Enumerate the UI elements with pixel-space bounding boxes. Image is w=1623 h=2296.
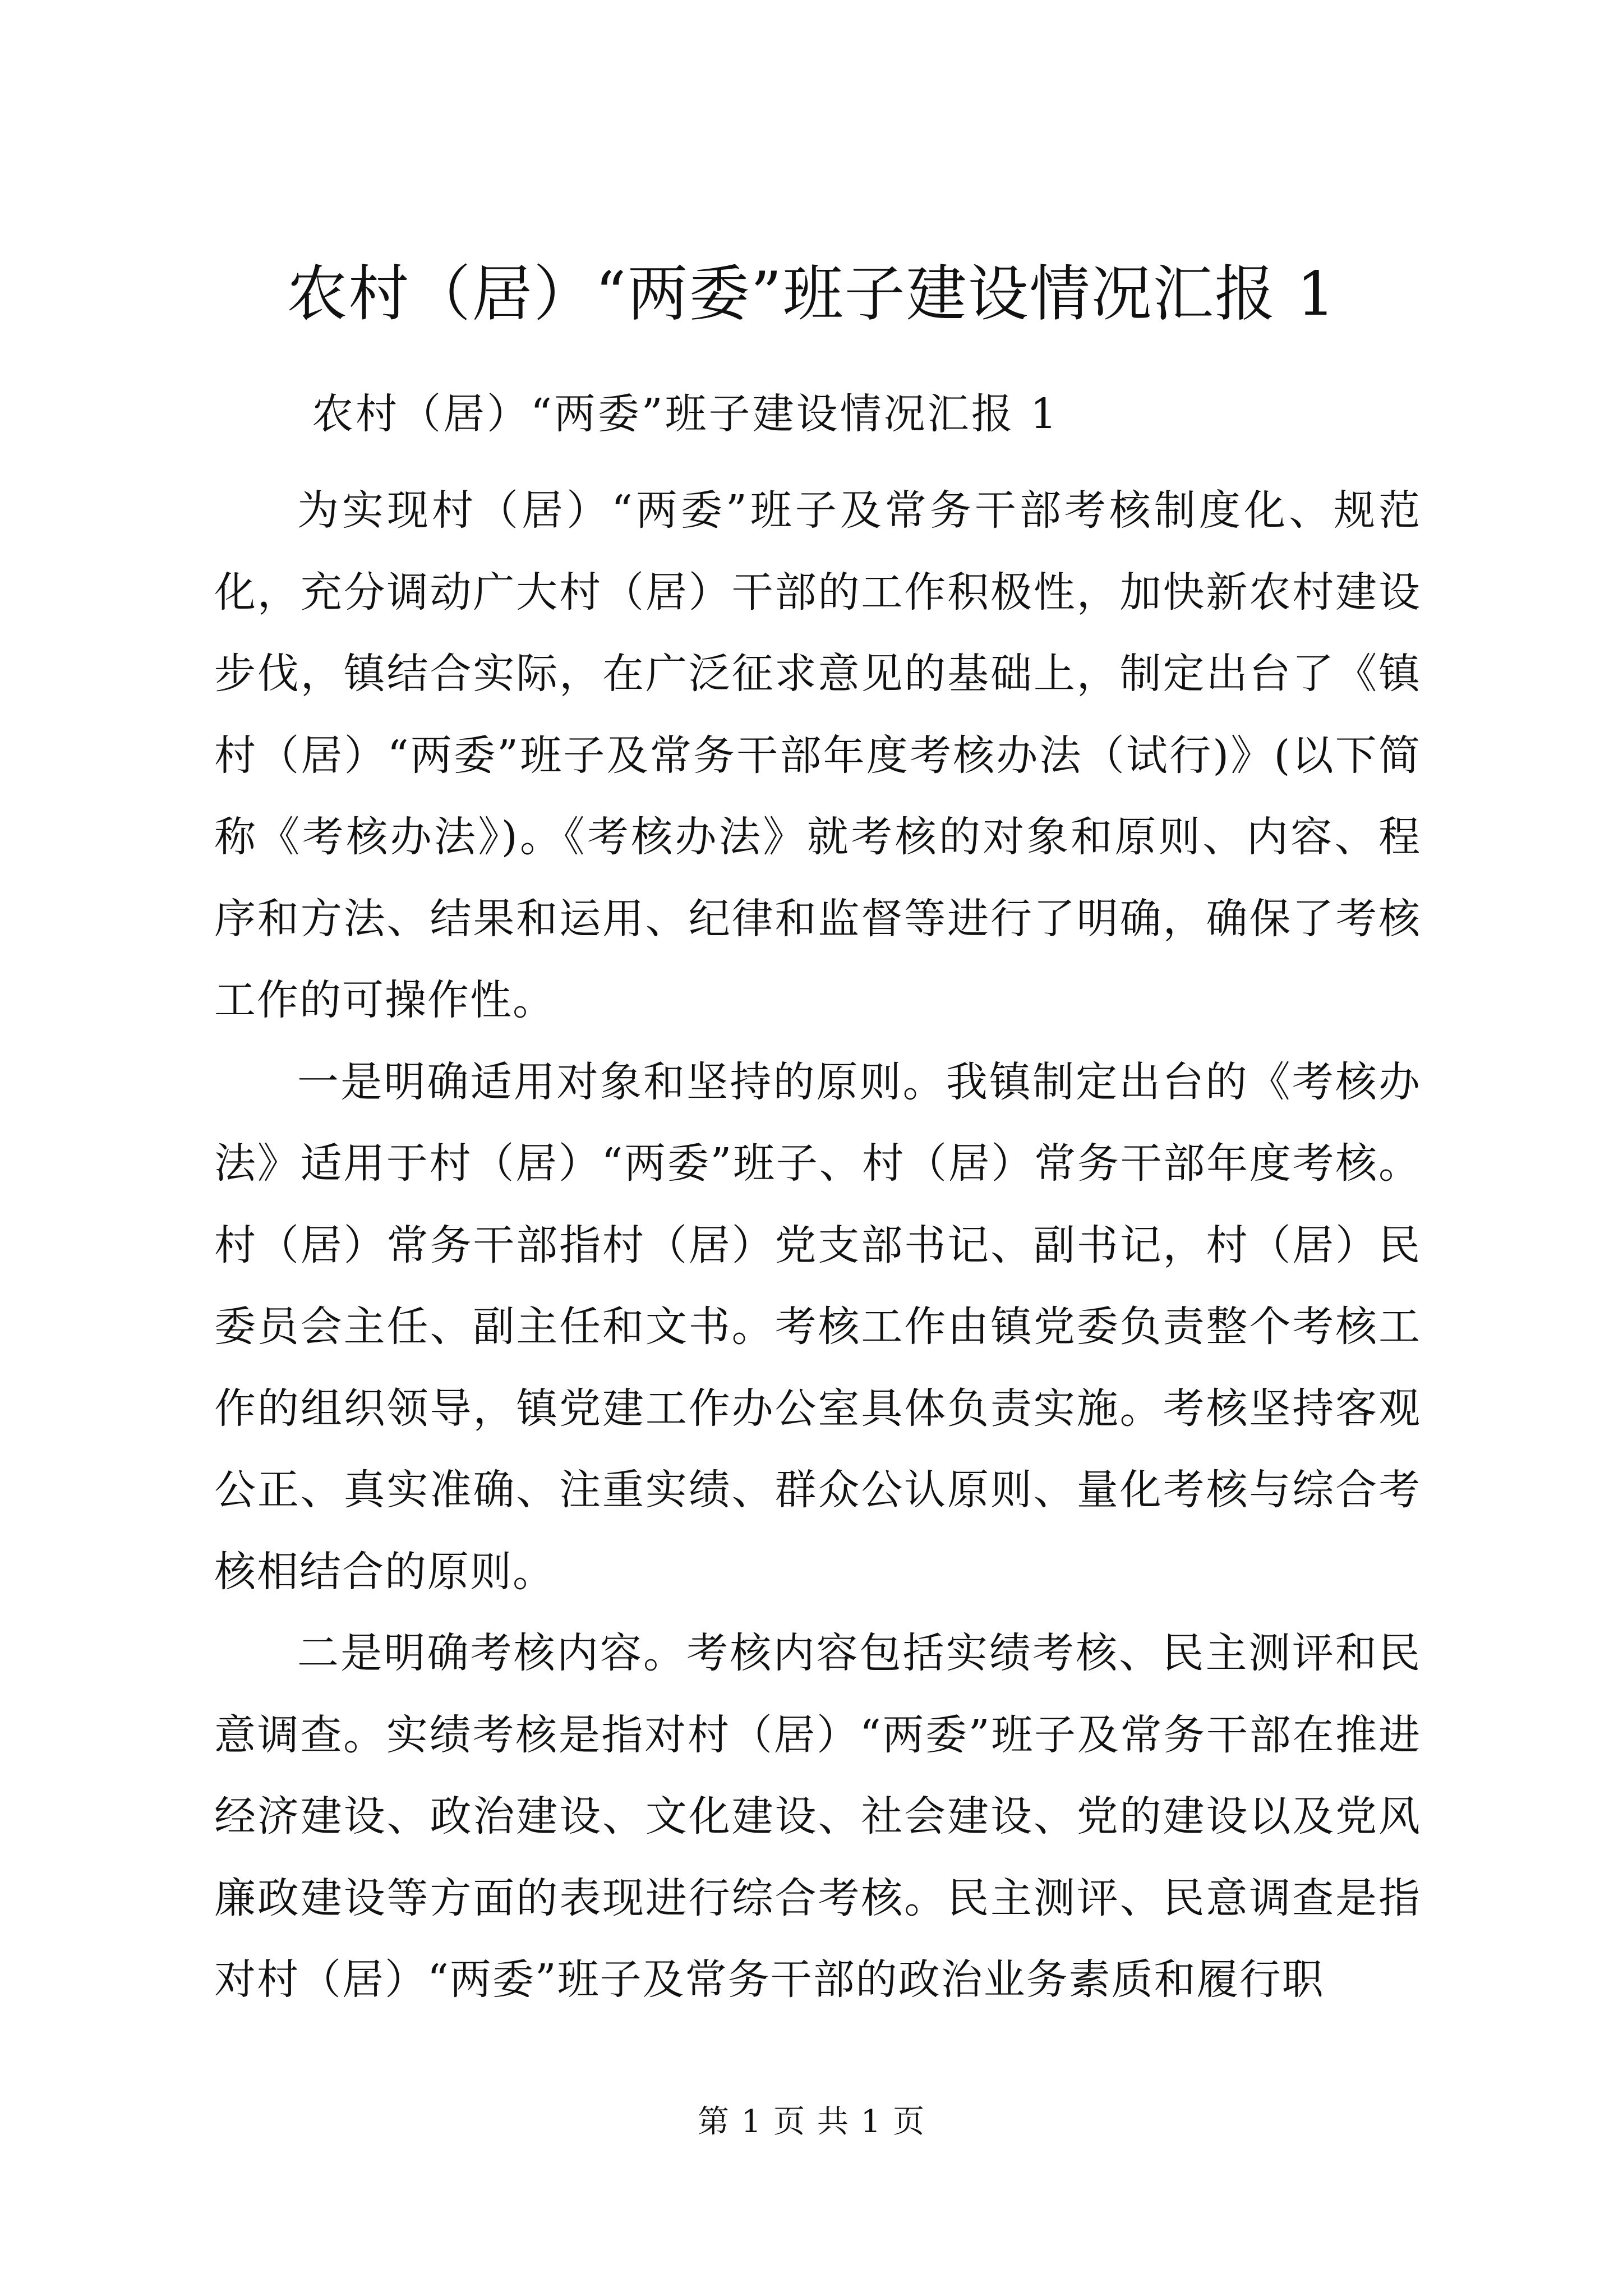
- document-title: 农村（居）“两委”班子建设情况汇报 1: [287, 259, 1336, 329]
- body-paragraph: 为实现村（居）“两委”班子及常务干部考核制度化、规范化，充分调动广大村（居）干部的工作积极性，加快新农村建设步伐，镇结合实际，在广泛征求意见的基础上，制定出台了《镇村（居）“两委”班子及常务干部年度考核办法（试行)》(以下简称《考核办法》)。《考核办法》就考核的对象和原则、内容、程序和方法、结果和运用、纪律和监督等进行了明确，确保了考核工作的可操作性。: [214, 486, 1421, 1024]
- document-subtitle: 农村（居）“两委”班子建设情况汇报 1: [312, 390, 1059, 438]
- page-number-footer: 第 1 页 共 1 页: [697, 2104, 926, 2140]
- body-paragraph: 一是明确适用对象和坚持的原则。我镇制定出台的《考核办法》适用于村（居）“两委”班子、村（居）常务干部年度考核。村（居）常务干部指村（居）党支部书记、副书记，村（居）民委员会主任、副主任和文书。考核工作由镇党委负责整个考核工作的组织领导，镇党建工作办公室具体负责实施。考核坚持客观公正、真实准确、注重实绩、群众公认原则、量化考核与综合考核相结合的原则。: [214, 1057, 1421, 1596]
- document-body: [214, 470, 1421, 2021]
- body-paragraph: 二是明确考核内容。考核内容包括实绩考核、民主测评和民意调查。实绩考核是指对村（居）“两委”班子及常务干部在推进经济建设、政治建设、文化建设、社会建设、党的建设以及党风廉政建设等方面的表现进行综合考核。民主测评、民意调查是指对村（居）“两委”班子及常务干部的政治业务素质和履行职: [214, 1629, 1421, 2004]
